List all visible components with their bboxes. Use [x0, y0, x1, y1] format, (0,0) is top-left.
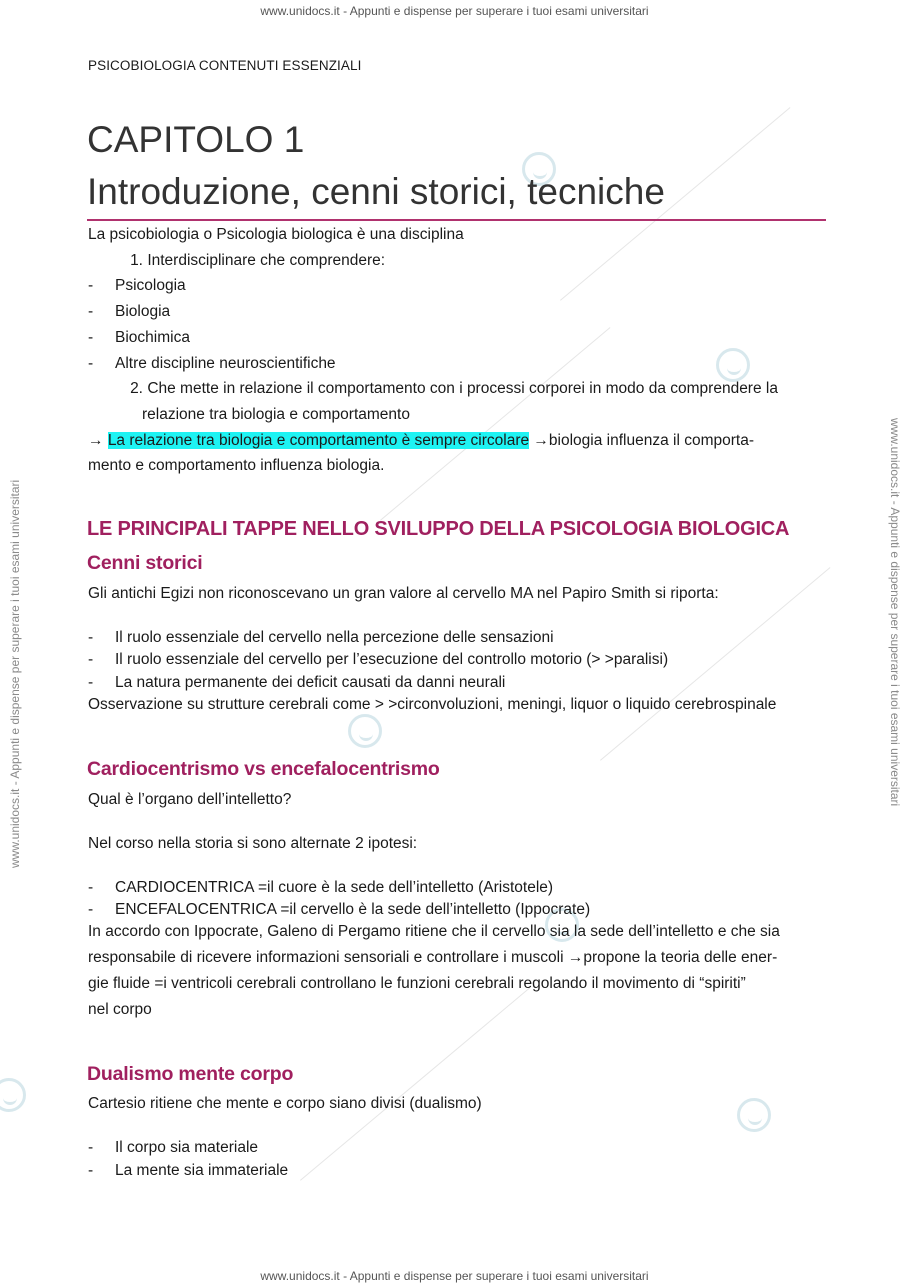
item-number: 2. — [130, 380, 143, 397]
paragraph: La psicobiologia o Psicologia biologica è una disciplina — [88, 226, 464, 243]
subsection-heading: Dualismo mente corpo — [87, 1063, 294, 1085]
list-item: Biologia — [115, 303, 171, 320]
bullet-dash: - — [88, 1139, 94, 1156]
paragraph: Osservazione su strutture cerebrali come > >circonvoluzioni, meningi, liquor o liquido cerebrospinale — [88, 696, 777, 713]
chapter-title — [87, 114, 665, 218]
bullet-dash: - — [88, 674, 94, 691]
highlighted-text: La relazione tra biologia e comportamento è sempre circolare — [107, 432, 530, 449]
highlight-continuation: →biologia influenza il comporta- — [529, 432, 754, 449]
bullet-dash: - — [88, 629, 94, 646]
item-text: Che mette in relazione il comportamento con i processi corporei in modo da comprendere la — [147, 380, 778, 397]
unidocs-logo-icon — [737, 1098, 771, 1132]
bullet-dash: - — [88, 329, 94, 346]
item-number: 1. — [130, 252, 143, 269]
list-item: Il ruolo essenziale del cervello per l’esecuzione del controllo motorio (> >paralisi) — [115, 651, 669, 668]
list-item: La mente sia immateriale — [115, 1162, 289, 1179]
bullet-dash: - — [88, 303, 94, 320]
bullet-dash: - — [88, 277, 94, 294]
watermark-left: www.unidocs.it - Appunti e dispense per superare i tuoi esami universitari — [8, 479, 22, 868]
subsection-heading: Cardiocentrismo vs encefalocentrismo — [87, 758, 440, 780]
bullet-dash: - — [88, 901, 94, 918]
paragraph-line: In accordo con Ippocrate, Galeno di Pergamo ritiene che il cervello sia la sede dell’intelletto e che sia — [88, 923, 780, 940]
list-item: Altre discipline neuroscientifiche — [115, 355, 336, 372]
list-item: Il corpo sia materiale — [115, 1139, 259, 1156]
paragraph: Gli antichi Egizi non riconoscevano un gran valore al cervello MA nel Papiro Smith si riporta: — [88, 585, 719, 602]
list-item: Psicologia — [115, 277, 186, 294]
list-item: ENCEFALOCENTRICA =il cervello è la sede dell’intelletto (Ippocrate) — [115, 901, 591, 918]
list-item: La natura permanente dei deficit causati da danni neurali — [115, 674, 506, 691]
item-text: Interdisciplinare che comprendere: — [147, 252, 386, 269]
paragraph-line: responsabile di ricevere informazioni sensoriali e controllare i muscoli →propone la teoria delle ener- — [88, 949, 778, 966]
arrow-icon: → — [88, 432, 104, 449]
watermark-right: www.unidocs.it - Appunti e dispense per superare i tuoi esami universitari — [888, 418, 902, 807]
unidocs-logo-icon — [716, 348, 750, 382]
watermark-stripe — [380, 327, 610, 521]
watermark-stripe — [300, 987, 530, 1181]
list-item: CARDIOCENTRICA =il cuore è la sede dell’intelletto (Aristotele) — [115, 879, 554, 896]
bullet-dash: - — [88, 651, 94, 668]
bullet-dash: - — [88, 355, 94, 372]
paragraph-line: gie fluide =i ventricoli cerebrali controllano le funzioni cerebrali regolando il movimento di “spiriti” — [88, 975, 746, 992]
bullet-dash: - — [88, 879, 94, 896]
title-rule — [87, 219, 826, 221]
document-header: PSICOBIOLOGIA CONTENUTI ESSENZIALI — [88, 58, 362, 73]
unidocs-logo-icon — [348, 714, 382, 748]
list-item: Il ruolo essenziale del cervello nella percezione delle sensazioni — [115, 629, 554, 646]
subsection-heading: Cenni storici — [87, 552, 203, 574]
item-text-continuation: relazione tra biologia e comportamento — [142, 406, 410, 423]
highlight-line — [88, 430, 754, 452]
unidocs-logo-icon — [0, 1078, 26, 1112]
numbered-item — [115, 250, 385, 272]
paragraph: Qual è l’organo dell’intelletto? — [88, 791, 292, 808]
watermark-top: www.unidocs.it - Appunti e dispense per superare i tuoi esami universitari — [260, 4, 649, 18]
paragraph-line: nel corpo — [88, 1001, 152, 1018]
section-heading: LE PRINCIPALI TAPPE NELLO SVILUPPO DELLA PSICOLOGIA BIOLOGICA — [87, 518, 790, 540]
paragraph: mento e comportamento influenza biologia. — [88, 457, 385, 474]
chapter-number: CAPITOLO 1 — [87, 119, 305, 160]
bullet-dash: - — [88, 1162, 94, 1179]
watermark-bottom: www.unidocs.it - Appunti e dispense per superare i tuoi esami universitari — [260, 1269, 649, 1283]
chapter-subtitle: Introduzione, cenni storici, tecniche — [87, 171, 665, 212]
paragraph: Nel corso nella storia si sono alternate 2 ipotesi: — [88, 835, 418, 852]
paragraph: Cartesio ritiene che mente e corpo siano divisi (dualismo) — [88, 1095, 482, 1112]
numbered-item — [115, 378, 778, 400]
list-item: Biochimica — [115, 329, 190, 346]
